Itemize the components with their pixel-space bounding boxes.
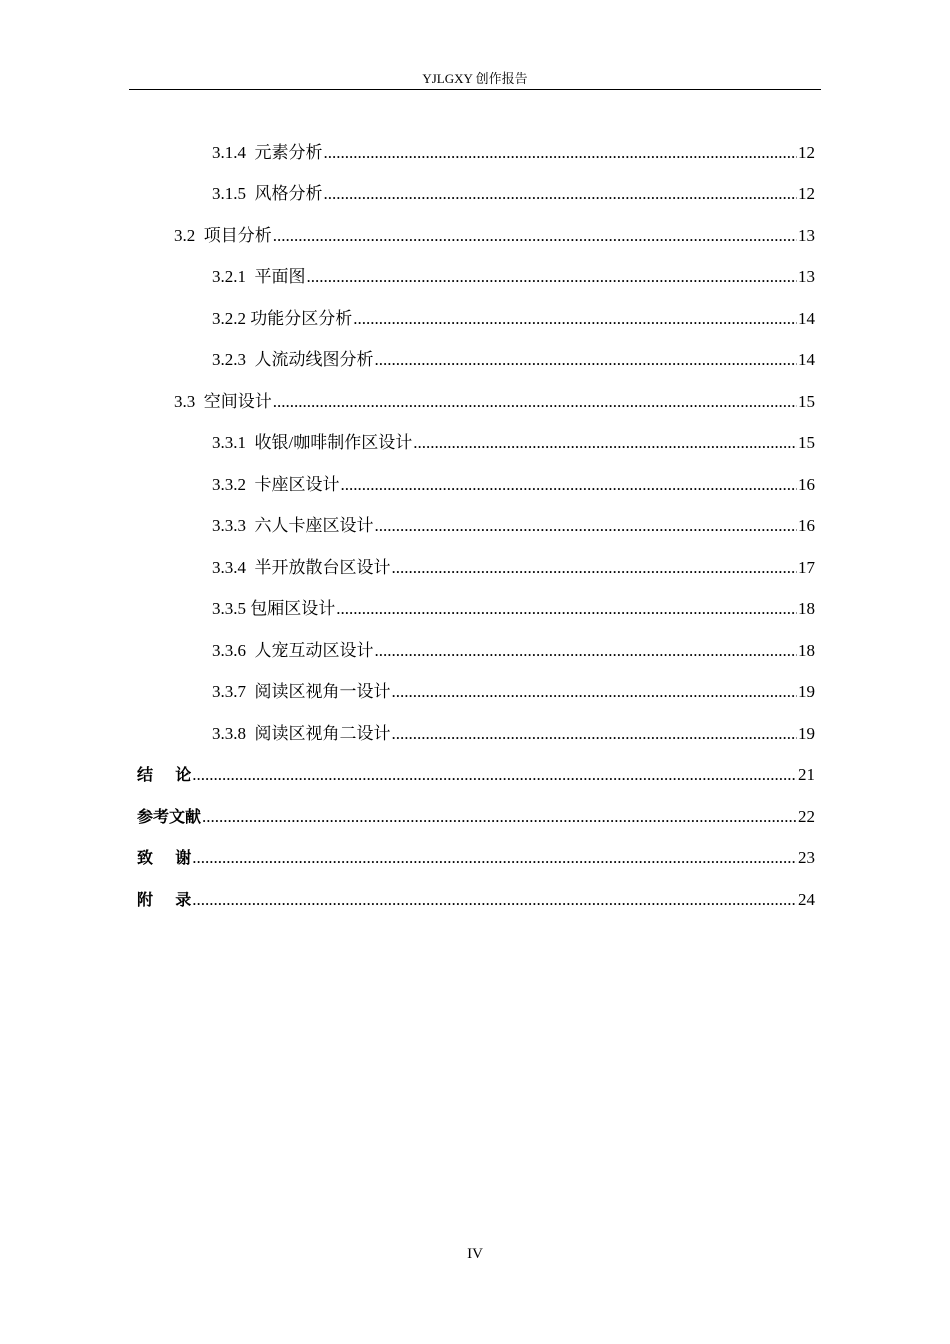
toc-entry-page: 12 [798,143,815,162]
toc-entry[interactable] [137,846,815,870]
toc-dot-leader [392,680,798,704]
toc-entry-label: 3.3.6 人宠互动区设计 [212,641,374,660]
toc-entry[interactable] [174,224,815,248]
toc-entry-label: 3.2.2 功能分区分析 [212,309,353,328]
toc-entry-page: 16 [798,475,815,494]
toc-entry-label: 3.3.7 阅读区视角一设计 [212,682,391,701]
toc-entry-label: 3.2.1 平面图 [212,267,306,286]
toc-entry-page: 15 [798,392,815,411]
toc-entry-label: 3.3 空间设计 [174,392,272,411]
toc-entry-label: 结 论 [137,765,192,784]
toc-entry-label: 3.3.1 收银/咖啡制作区设计 [212,433,413,452]
toc-dot-leader [192,888,797,912]
toc-dot-leader [273,224,797,248]
toc-entry-page: 18 [798,641,815,660]
toc-entry[interactable] [174,390,815,414]
toc-entry-label: 3.3.3 六人卡座区设计 [212,516,374,535]
toc-dot-leader [392,556,798,580]
toc-dot-leader [202,805,797,829]
toc-entry-page: 14 [798,350,815,369]
toc-dot-leader [336,597,797,621]
toc-dot-leader [324,182,798,206]
toc-entry-label: 致 谢 [137,848,192,867]
toc-dot-leader [192,763,797,787]
toc-dot-leader [375,348,798,372]
toc-entry-label: 附 录 [137,890,192,909]
toc-dot-leader [375,514,798,538]
toc-dot-leader [392,722,798,746]
toc-entry-page: 19 [798,724,815,743]
toc-entry-page: 17 [798,558,815,577]
toc-entry-page: 18 [798,599,815,618]
toc-dot-leader [375,639,798,663]
toc-dot-leader [353,307,797,331]
toc-entry-page: 21 [798,765,815,784]
toc-entry-page: 23 [798,848,815,867]
toc-entry[interactable] [212,348,815,372]
toc-entry-label: 3.3.2 卡座区设计 [212,475,340,494]
toc-entry[interactable] [137,805,815,829]
toc-entry-page: 24 [798,890,815,909]
toc-entry-label: 3.1.5 风格分析 [212,184,323,203]
toc-dot-leader [324,141,798,165]
toc-entry[interactable] [212,556,815,580]
toc-entry-page: 12 [798,184,815,203]
toc-entry[interactable] [212,639,815,663]
toc-entry[interactable] [212,680,815,704]
toc-entry-label: 参考文献 [137,807,202,826]
toc-entry-label: 3.3.8 阅读区视角二设计 [212,724,391,743]
toc-entry-page: 13 [798,267,815,286]
toc-entry[interactable] [212,597,815,621]
toc-dot-leader [341,473,798,497]
header-title: YJLGXY 创作报告 [422,71,528,86]
toc-entry[interactable] [212,141,815,165]
toc-entry[interactable] [137,888,815,912]
toc-entry[interactable] [212,514,815,538]
toc-dot-leader [192,846,797,870]
toc-dot-leader [307,265,798,289]
toc-entry[interactable] [212,307,815,331]
toc-entry-label: 3.2.3 人流动线图分析 [212,350,374,369]
toc-entry-label: 3.3.4 半开放散台区设计 [212,558,391,577]
toc-dot-leader [273,390,797,414]
toc-entry-label: 3.2 项目分析 [174,226,272,245]
toc-entry[interactable] [212,722,815,746]
toc-entry[interactable] [137,763,815,787]
toc-entry-page: 14 [798,309,815,328]
toc-entry-page: 19 [798,682,815,701]
toc-entry-page: 15 [798,433,815,452]
toc-entry-label: 3.3.5 包厢区设计 [212,599,336,618]
toc-entry[interactable] [212,182,815,206]
toc-entry-page: 13 [798,226,815,245]
toc-entry-label: 3.1.4 元素分析 [212,143,323,162]
page-number: IV [467,1246,483,1262]
toc-entry[interactable] [212,473,815,497]
toc-entry-page: 16 [798,516,815,535]
toc-entry[interactable] [212,265,815,289]
toc-entry[interactable] [212,431,815,455]
toc-entry-page: 22 [798,807,815,826]
toc-dot-leader [413,431,797,455]
